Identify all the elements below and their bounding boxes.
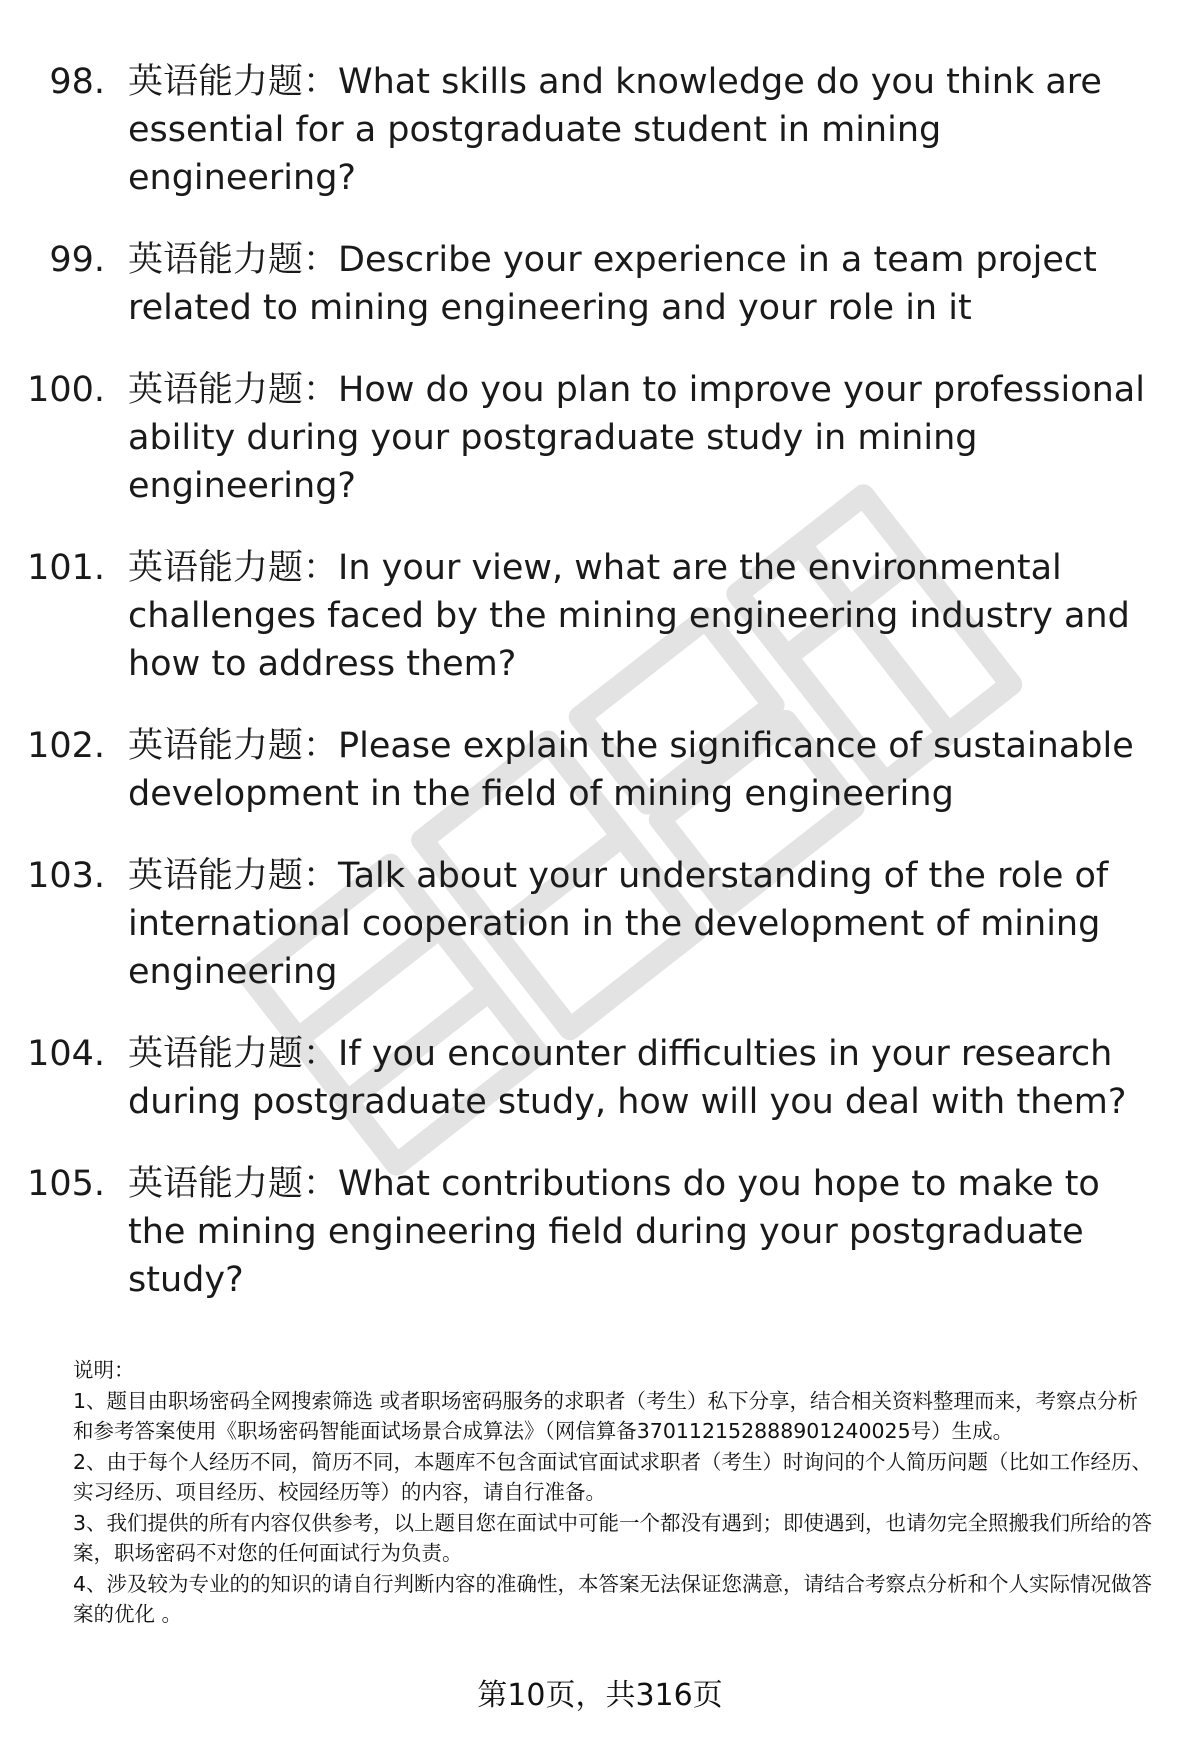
question-number: 103.	[27, 856, 105, 896]
question-item	[0, 544, 1200, 688]
question-item	[0, 852, 1200, 996]
question-item	[0, 366, 1200, 510]
notes-heading: 说明：	[73, 1358, 135, 1382]
question-text: 英语能力题：Talk about your understanding of the role of international cooperation in the development of mining engineering	[128, 856, 1109, 992]
notes-item: 3、我们提供的所有内容仅供参考，以上题目您在面试中可能一个都没有遇到；即使遇到，也请勿完全照搬我们所给的答案，职场密码不对您的任何面试行为负责。	[73, 1510, 1153, 1565]
question-text: 英语能力题：Describe your experience in a team project related to mining engineering and your role in it	[128, 240, 1097, 328]
notes-item: 2、由于每个人经历不同，简历不同，本题库不包含面试官面试求职者（考生）时询问的个人简历问题（比如工作经历、实习经历、项目经历、校园经历等）的内容，请自行准备。	[73, 1449, 1153, 1504]
question-text: 英语能力题：What skills and knowledge do you think are essential for a postgraduate student in mining engineering?	[128, 62, 1102, 198]
question-number: 104.	[27, 1034, 105, 1074]
question-number: 105.	[27, 1164, 105, 1204]
question-text: 英语能力题：What contributions do you hope to make to the mining engineering field during your postgraduate study?	[128, 1164, 1100, 1300]
question-item	[0, 1160, 1200, 1304]
question-number: 102.	[27, 726, 105, 766]
question-list	[0, 58, 1200, 1338]
question-item	[0, 722, 1200, 818]
question-number: 101.	[27, 548, 105, 588]
question-item	[0, 1030, 1200, 1126]
question-number: 99.	[49, 240, 105, 280]
question-item	[0, 58, 1200, 202]
question-number: 98.	[49, 62, 105, 102]
notes-section	[73, 1355, 1158, 1630]
question-text: 英语能力题：In your view, what are the environmental challenges faced by the mining engineering industry and how to address them?	[128, 548, 1130, 684]
question-number: 100.	[27, 370, 105, 410]
notes-item: 1、题目由职场密码全网搜索筛选 或者职场密码服务的求职者（考生）私下分享，结合相关资料整理而来，考察点分析和参考答案使用《职场密码智能面试场景合成算法》（网信算备370112152888901240025号）生成。	[73, 1388, 1139, 1443]
notes-item: 4、涉及较为专业的的知识的请自行判断内容的准确性，本答案无法保证您满意，请结合考察点分析和个人实际情况做答案的优化 。	[73, 1571, 1153, 1626]
question-text: 英语能力题：If you encounter difficulties in your research during postgraduate study, how will you deal with them?	[128, 1034, 1127, 1122]
question-text: 英语能力题：Please explain the significance of sustainable development in the field of mining engineering	[128, 726, 1134, 814]
page-number: 第10页，共316页	[477, 1678, 723, 1713]
question-text: 英语能力题：How do you plan to improve your professional ability during your postgraduate study in mining engineering?	[128, 370, 1145, 506]
question-item	[0, 236, 1200, 332]
